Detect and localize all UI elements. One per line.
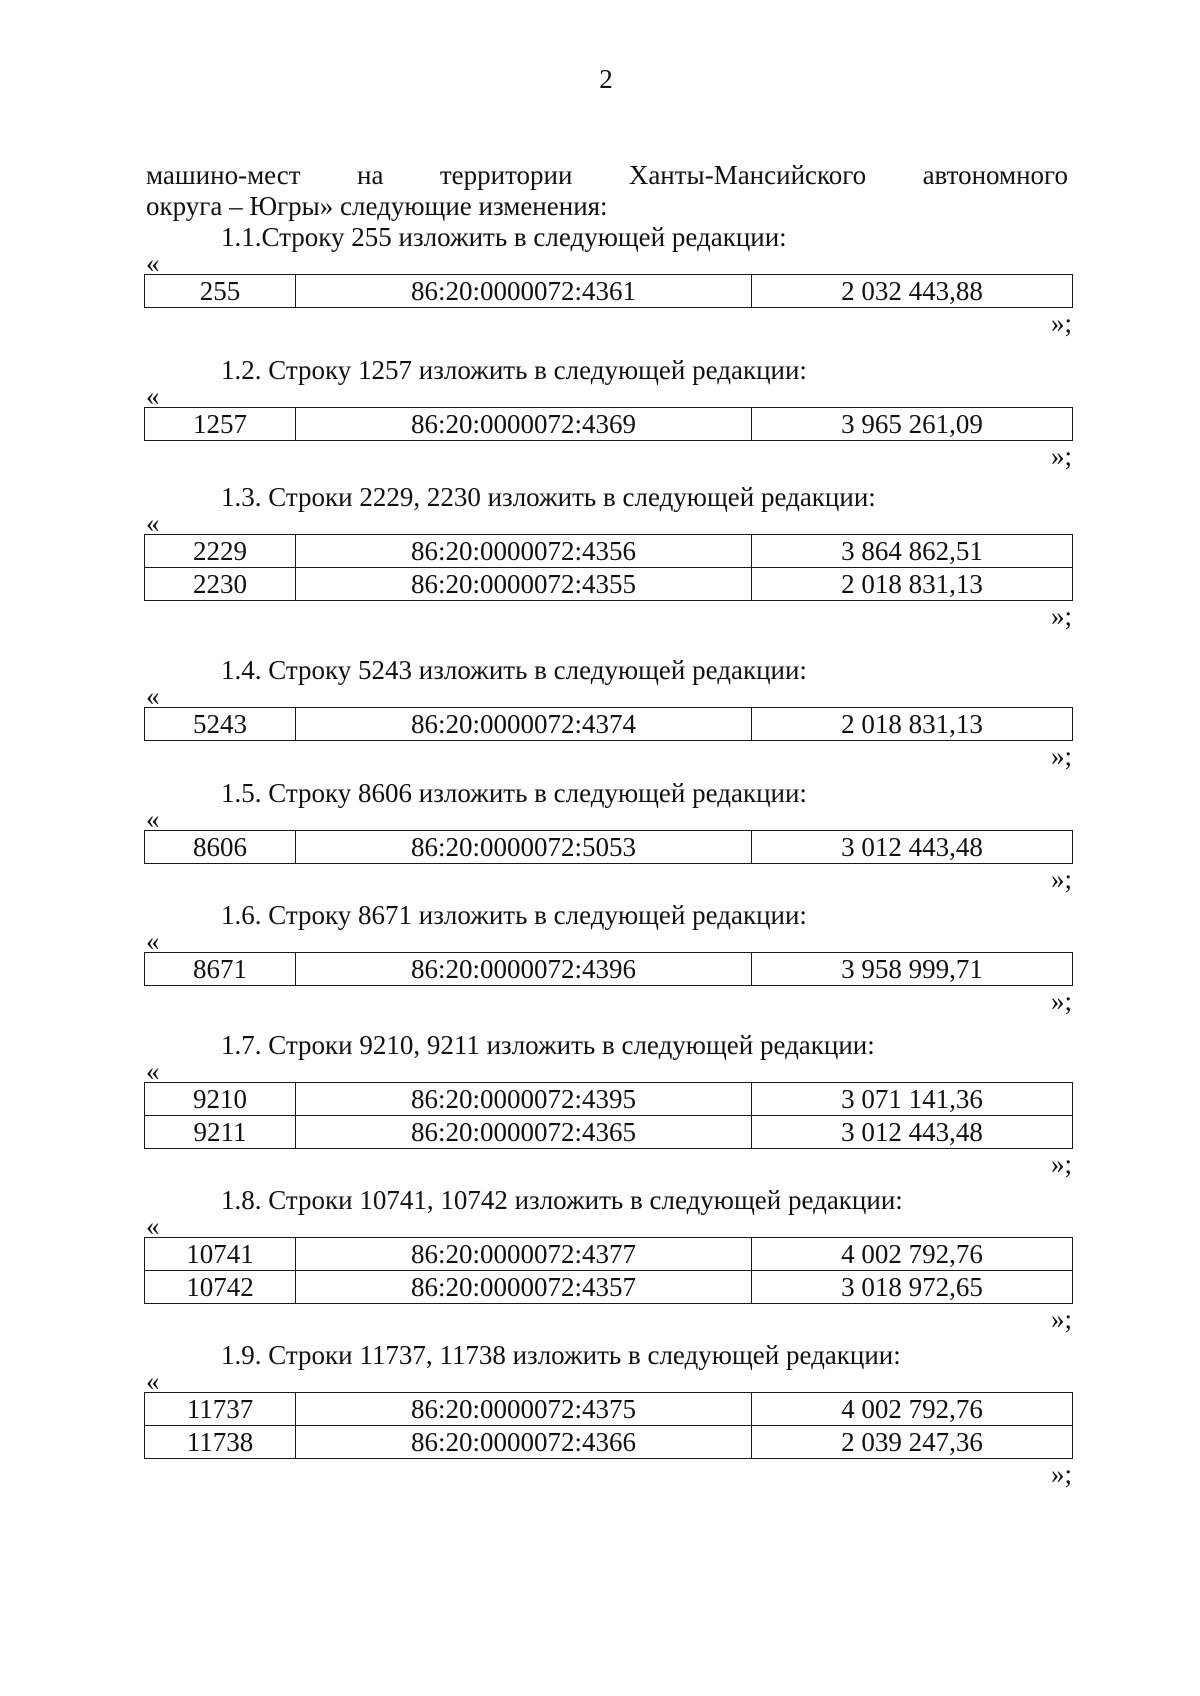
table-row <box>145 1083 1073 1116</box>
amendment-section <box>144 1185 1074 1334</box>
cadastral-value-cell: 3 018 972,65 <box>752 1271 1073 1304</box>
replacement-table <box>144 534 1073 601</box>
cadastral-value-cell: 2 039 247,36 <box>752 1426 1073 1459</box>
cadastral-number-cell: 86:20:0000072:4356 <box>296 535 752 568</box>
row-number-cell: 5243 <box>145 708 296 741</box>
intro-word: машино-мест <box>146 160 301 190</box>
closing-quote: »; <box>1050 308 1072 338</box>
cadastral-number-cell: 86:20:0000072:4355 <box>296 568 752 601</box>
intro-line-1 <box>146 160 1068 191</box>
row-number-cell: 2229 <box>145 535 296 568</box>
row-number-cell: 11738 <box>145 1426 296 1459</box>
table-row <box>145 275 1073 308</box>
closing-quote: »; <box>1050 864 1072 894</box>
table-row <box>145 1426 1073 1459</box>
amendment-section <box>144 355 1074 471</box>
replacement-table <box>144 407 1073 441</box>
table-row <box>145 1116 1073 1149</box>
cadastral-number-cell: 86:20:0000072:4369 <box>296 408 752 441</box>
row-number-cell: 255 <box>145 275 296 308</box>
intro-line-2: округа – Югры» следующие изменения: <box>146 191 608 221</box>
cadastral-number-cell: 86:20:0000072:4357 <box>296 1271 752 1304</box>
row-number-cell: 8671 <box>145 953 296 986</box>
closing-quote: »; <box>1050 601 1072 631</box>
opening-quote: « <box>146 508 160 538</box>
intro-word: Ханты-Мансийского <box>628 160 867 190</box>
amendment-section <box>144 900 1074 1016</box>
amendment-section <box>144 1030 1074 1179</box>
section-title: 1.5. Строку 8606 изложить в следующей редакции: <box>221 778 807 808</box>
opening-quote: « <box>146 248 160 278</box>
closing-quote: »; <box>1050 441 1072 471</box>
opening-quote: « <box>146 1211 160 1241</box>
section-title: 1.2. Строку 1257 изложить в следующей редакции: <box>221 355 807 385</box>
cadastral-number-cell: 86:20:0000072:4374 <box>296 708 752 741</box>
section-title: 1.9. Строки 11737, 11738 изложить в следующей редакции: <box>221 1340 901 1370</box>
section-title: 1.1.Строку 255 изложить в следующей редакции: <box>221 222 787 252</box>
row-number-cell: 8606 <box>145 831 296 864</box>
cadastral-value-cell: 3 864 862,51 <box>752 535 1073 568</box>
cadastral-value-cell: 2 018 831,13 <box>752 568 1073 601</box>
row-number-cell: 9210 <box>145 1083 296 1116</box>
closing-quote: »; <box>1050 986 1072 1016</box>
cadastral-number-cell: 86:20:0000072:4395 <box>296 1083 752 1116</box>
row-number-cell: 1257 <box>145 408 296 441</box>
cadastral-number-cell: 86:20:0000072:4366 <box>296 1426 752 1459</box>
cadastral-value-cell: 4 002 792,76 <box>752 1238 1073 1271</box>
opening-quote: « <box>146 381 160 411</box>
replacement-table <box>144 1392 1073 1459</box>
cadastral-value-cell: 4 002 792,76 <box>752 1393 1073 1426</box>
amendment-section <box>144 1340 1074 1489</box>
table-row <box>145 831 1073 864</box>
row-number-cell: 10742 <box>145 1271 296 1304</box>
opening-quote: « <box>146 804 160 834</box>
replacement-table <box>144 830 1073 864</box>
replacement-table <box>144 952 1073 986</box>
closing-quote: »; <box>1050 1149 1072 1179</box>
opening-quote: « <box>146 681 160 711</box>
table-row <box>145 1271 1073 1304</box>
section-title: 1.6. Строку 8671 изложить в следующей редакции: <box>221 900 807 930</box>
cadastral-number-cell: 86:20:0000072:4377 <box>296 1238 752 1271</box>
table-row <box>145 1238 1073 1271</box>
cadastral-value-cell: 2 018 831,13 <box>752 708 1073 741</box>
cadastral-number-cell: 86:20:0000072:4396 <box>296 953 752 986</box>
section-title: 1.7. Строки 9210, 9211 изложить в следующей редакции: <box>221 1030 875 1060</box>
row-number-cell: 2230 <box>145 568 296 601</box>
section-title: 1.4. Строку 5243 изложить в следующей редакции: <box>221 655 807 685</box>
table-row <box>145 1393 1073 1426</box>
cadastral-value-cell: 3 965 261,09 <box>752 408 1073 441</box>
page-number: 2 <box>599 64 613 94</box>
table-row <box>145 408 1073 441</box>
cadastral-value-cell: 3 012 443,48 <box>752 1116 1073 1149</box>
table-row <box>145 535 1073 568</box>
closing-quote: »; <box>1050 741 1072 771</box>
intro-word: на <box>357 160 384 190</box>
closing-quote: »; <box>1050 1304 1072 1334</box>
replacement-table <box>144 707 1073 741</box>
intro-word: автономного <box>922 160 1068 190</box>
cadastral-number-cell: 86:20:0000072:4375 <box>296 1393 752 1426</box>
closing-quote: »; <box>1050 1459 1072 1489</box>
replacement-table <box>144 1082 1073 1149</box>
table-row <box>145 953 1073 986</box>
section-title: 1.8. Строки 10741, 10742 изложить в следующей редакции: <box>221 1185 903 1215</box>
cadastral-number-cell: 86:20:0000072:5053 <box>296 831 752 864</box>
amendment-section <box>144 655 1074 771</box>
cadastral-number-cell: 86:20:0000072:4365 <box>296 1116 752 1149</box>
amendment-section <box>144 222 1074 338</box>
amendment-section <box>144 778 1074 894</box>
intro-word: территории <box>439 160 573 190</box>
replacement-table <box>144 274 1073 308</box>
section-title: 1.3. Строки 2229, 2230 изложить в следующей редакции: <box>221 482 876 512</box>
cadastral-value-cell: 3 012 443,48 <box>752 831 1073 864</box>
opening-quote: « <box>146 1366 160 1396</box>
table-row <box>145 708 1073 741</box>
intro-paragraph <box>146 160 1068 222</box>
opening-quote: « <box>146 1056 160 1086</box>
opening-quote: « <box>146 926 160 956</box>
table-row <box>145 568 1073 601</box>
cadastral-value-cell: 3 958 999,71 <box>752 953 1073 986</box>
row-number-cell: 9211 <box>145 1116 296 1149</box>
cadastral-number-cell: 86:20:0000072:4361 <box>296 275 752 308</box>
amendment-section <box>144 482 1074 631</box>
cadastral-value-cell: 2 032 443,88 <box>752 275 1073 308</box>
replacement-table <box>144 1237 1073 1304</box>
cadastral-value-cell: 3 071 141,36 <box>752 1083 1073 1116</box>
row-number-cell: 11737 <box>145 1393 296 1426</box>
row-number-cell: 10741 <box>145 1238 296 1271</box>
